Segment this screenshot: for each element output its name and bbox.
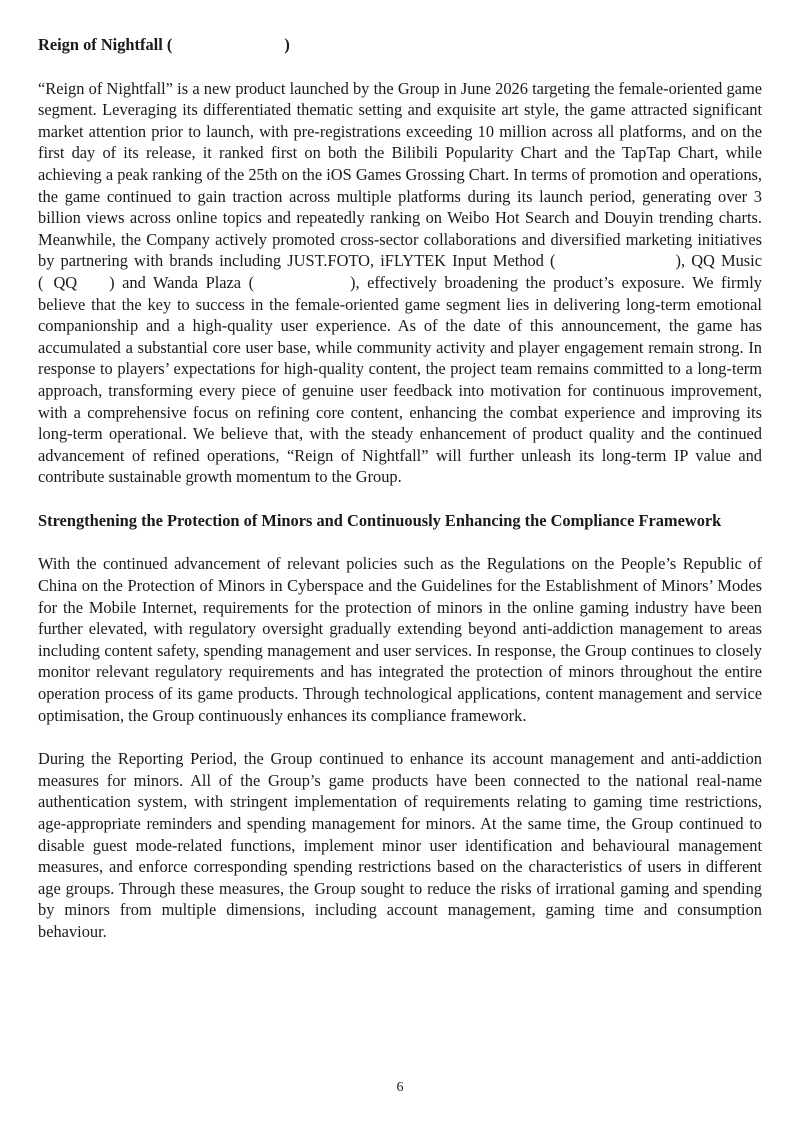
paragraph-text-d: ), effectively broadening the product’s exposure. We firmly believe that the key to success in the female-oriented game segment lies in delivering long-term emotional companionship and a high-quality user experience. As of the date of this announcement, the game has accumulated a substantial core user base, while community activity and player engagement remain strong. In response to players’ expectations for high-quality content, the project team remains committed to a long-term approach, transforming every piece of genuine user feedback into motivation for continuous improvement, with a comprehensive focus on refining core content, enhancing the combat experience and improving its long-term operational. We believe that, with the steady enhancement of product quality and the continued advancement of refined operations, “Reign of Nightfall” will further unleash its long-term IP value and contribute sustainable growth momentum to the Group. xyxy=(38,272,763,487)
reign-of-nightfall-paragraph xyxy=(38,78,762,488)
paragraph-text-a: “Reign of Nightfall” is a new product launched by the Group in June 2026 targeting the female-oriented game segment. Leveraging its differentiated thematic setting and exquisite art style, the game attracted significant market attention prior to launch, with pre-registrations exceeding 10 million across all platforms, and on the first day of its release, it ranked first on both the Bilibili Popularity Chart and the TapTap Chart, while achieving a peak ranking of the 25th on the iOS Games Grossing Chart. In terms of promotion and operations, the game continued to gain traction across multiple platforms during its launch period, generating over 3 billion views across online topics and repeatedly ranking on Weibo Hot Search and Douyin trending charts. Meanwhile, the Company actively promoted cross-sector collaborations and diversified marketing initiatives by partnering with brands including JUST.FOTO, iFLYTEK Input Method ( xyxy=(38,78,762,271)
document-page xyxy=(38,34,762,943)
section-heading-protection-of-minors: Strengthening the Protection of Minors and Continuously Enhancing the Compliance Framework xyxy=(38,510,722,530)
heading-close-paren: ) xyxy=(284,35,290,54)
paragraph-text-c: ) and Wanda Plaza ( xyxy=(109,272,255,292)
qq-text: QQ xyxy=(53,272,78,292)
page-number: 6 xyxy=(396,1080,404,1095)
section-heading-reign-of-nightfall xyxy=(38,34,762,56)
minors-policy-paragraph: With the continued advancement of relevant policies such as the Regulations on the People’s Republic of China on the Protection of Minors in Cyberspace and the Guidelines for the Establishment of Minors’ Modes for the Mobile Internet, requirements for the protection of minors in the online gaming industry have been further elevated, with regulatory oversight gradually extending beyond anti-addiction management to areas including content safety, spending management and user services. In response, the Group continues to closely monitor relevant regulatory requirements and has integrated the protection of minors throughout the entire operation process of its game products. Through technological applications, content management and service optimisation, the Group continuously enhances its compliance framework. xyxy=(38,554,762,725)
reporting-period-paragraph: During the Reporting Period, the Group continued to enhance its account management and anti-addiction measures for minors. All of the Group’s game products have been connected to the national real-name authentication system, with stringent implementation of requirements relating to gaming time restrictions, age-appropriate reminders and spending management for minors. At the same time, the Group continued to disable guest mode-related functions, implement minor user identification and behavioural management measures, and enforce corresponding spending restrictions based on the characteristics of users in different age groups. Through these measures, the Group sought to reduce the risks of irrational gaming and spending by minors from multiple dimensions, including account management, gaming time and consumption behaviour. xyxy=(38,749,762,941)
heading-text: Reign of Nightfall ( xyxy=(38,35,173,54)
paragraph-text-b: ), QQ Music ( xyxy=(38,251,762,292)
